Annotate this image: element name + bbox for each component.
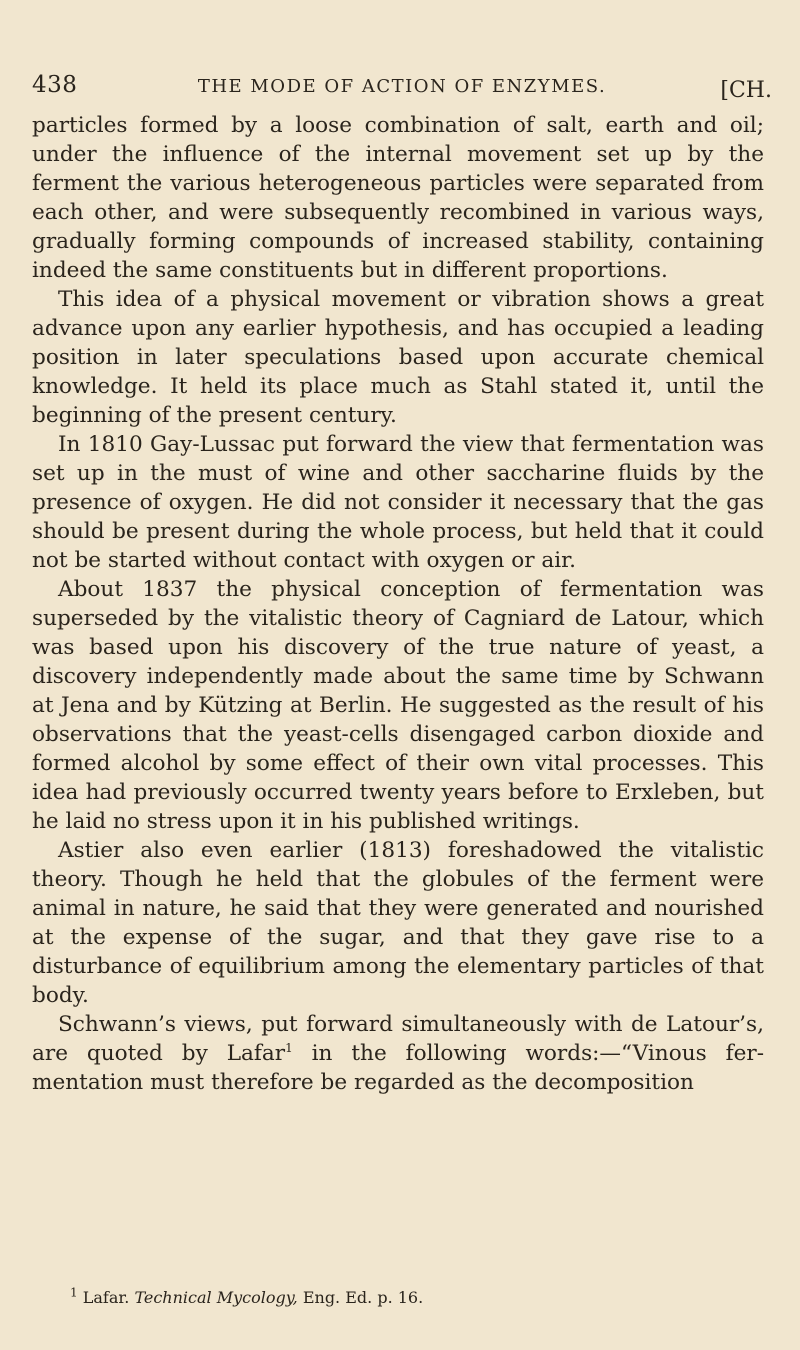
page-header	[32, 72, 772, 112]
footnote-title: Technical Mycology,	[134, 1288, 298, 1307]
paragraph	[32, 1010, 764, 1097]
footnote	[70, 1285, 750, 1308]
paragraph-text: Schwann’s views, put forward simultaneously with de Latour’s, are quoted by Lafar	[32, 1012, 764, 1066]
paragraph: Astier also even earlier (1813) foreshadowed the vitalistic theory. Though he held that the globules of the ferment were animal in nature, he said that they were generated and nourished at the expense of the sugar, and that they gave rise to a disturbance of equilibrium among the elementary particles of that body.	[32, 838, 764, 1008]
footnote-details: Eng. Ed. p. 16.	[302, 1288, 424, 1307]
paragraph: This idea of a physical movement or vibration shows a great advance upon any earlier hypothesis, and has occupied a leading position in later speculations based upon accurate chemical knowledge. It held its place much as Stahl stated it, until the beginning of the present century.	[32, 287, 764, 428]
paragraph: particles formed by a loose combination of salt, earth and oil; under the influence of the internal movement set up by the ferment the various heterogeneous particles were separated from each other, and were subsequently recombined in various ways, gradually forming compounds of increased stability, containing indeed the same constituents but in different proportions.	[32, 113, 764, 283]
running-title: THE MODE OF ACTION OF ENZYMES.	[197, 76, 607, 97]
paragraph-text: in the following words:—“Vinous fermentation must therefore be regarded as the decomposition	[32, 1041, 764, 1095]
page-number: 438	[32, 72, 78, 98]
footnote-marker: 1	[70, 1285, 78, 1300]
paragraph: About 1837 the physical conception of fermentation was superseded by the vitalistic theory of Cagniard de Latour, which was based upon his discovery of the true nature of yeast, a discovery independently made about the same time by Schwann at Jena and by Kützing at Berlin. He suggested as the result of his observations that the yeast-cells disengaged carbon dioxide and formed alcohol by some effect of their own vital processes. This idea had previously occurred twenty years before to Erxleben, but he laid no stress upon it in his published writings.	[32, 577, 764, 834]
footnote-reference: 1	[285, 1040, 293, 1055]
footnote-author: Lafar.	[82, 1288, 130, 1307]
body-text	[32, 111, 764, 1097]
chapter-marker: [CH.	[720, 78, 772, 103]
paragraph: In 1810 Gay-Lussac put forward the view that fermentation was set up in the must of wine and other saccharine fluids by the presence of oxygen. He did not consider it necessary that the gas should be present during the whole process, but held that it could not be started without contact with oxygen or air.	[32, 432, 764, 573]
